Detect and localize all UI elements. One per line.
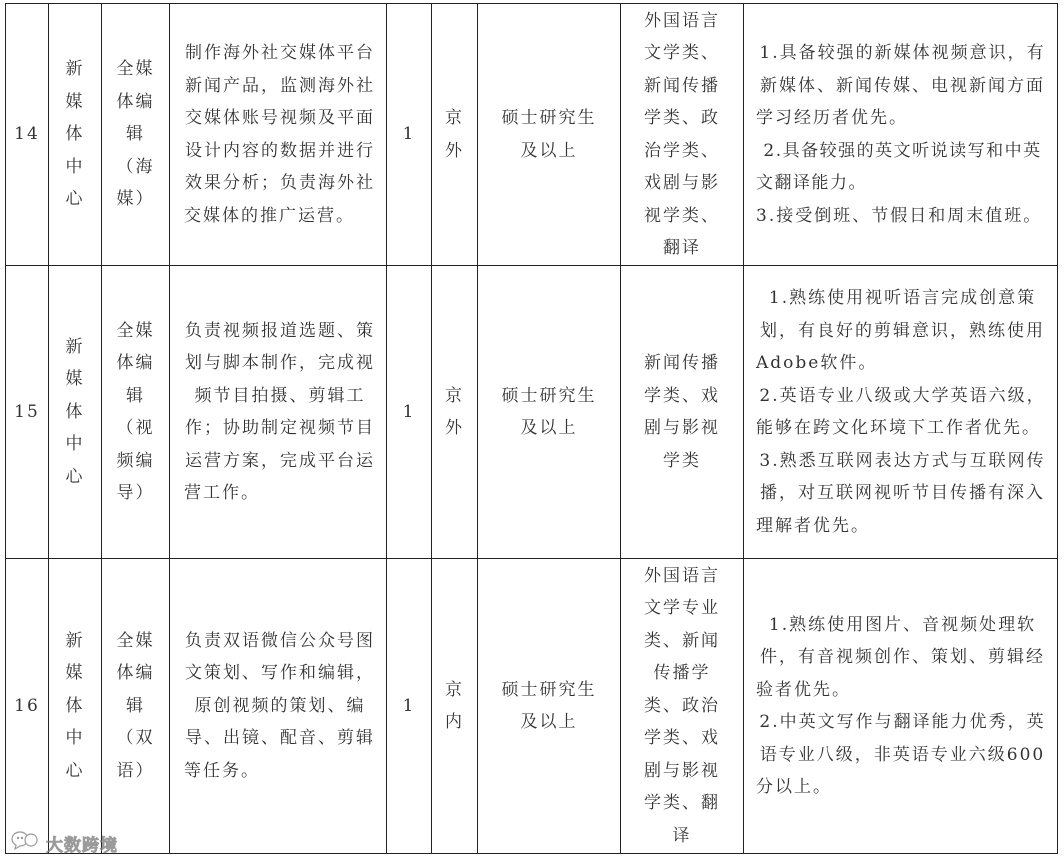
requirements-cell <box>744 266 1058 559</box>
duties-cell <box>170 266 387 559</box>
location-cell <box>432 559 478 854</box>
department-text: 新媒体中心 <box>65 336 85 487</box>
table-row <box>6 559 1058 854</box>
requirements-cell <box>744 559 1058 854</box>
location-cell <box>432 4 478 266</box>
major-cell <box>621 559 744 854</box>
department-text: 新媒体中心 <box>65 630 85 781</box>
education-text: 硕士研究生及以上 <box>501 385 597 438</box>
duties-cell <box>170 559 387 854</box>
department-cell <box>49 4 102 266</box>
education-cell <box>478 559 621 854</box>
department-cell <box>49 266 102 559</box>
watermark-text: 大数跨境 <box>46 835 118 856</box>
location-text: 京外 <box>445 108 464 161</box>
duties-text: 负责视频报道选题、策划与脚本制作，完成视频节目拍摄、剪辑工作；协助制定视频节目运营方案，完成平台运营工作。 <box>184 320 375 503</box>
duties-cell <box>170 4 387 266</box>
position-text: 全媒体编辑（视频编导） <box>116 320 155 503</box>
requirement-item: 1.熟练使用视听语言完成创意策划，有良好的剪辑意识，熟练使用Adobe软件。 <box>756 288 1045 373</box>
headcount-cell: 1 <box>387 4 432 266</box>
position-text: 全媒体编辑（双语） <box>116 630 155 781</box>
major-text: 外国语言文学类、新闻传播学类、政治学类、戏剧与影视学类、翻译 <box>644 10 720 258</box>
department-cell <box>49 559 102 854</box>
position-cell <box>102 266 170 559</box>
requirement-item: 1.熟练使用图片、音视频处理软件，有音视频创作、策划、剪辑经验者优先。 <box>756 614 1045 700</box>
requirement-item: 3.熟悉互联网表达方式与互联网传播，对互联网视听节目传播有深入理解者优先。 <box>756 450 1046 536</box>
duties-text: 负责双语微信公众号图文策划、写作和编辑，原创视频的策划、编导、出镜、配音、剪辑等任务。 <box>184 630 375 781</box>
education-cell <box>478 4 621 266</box>
requirement-item: 3.接受倒班、节假日和周末值班。 <box>756 205 1043 226</box>
row-number: 14 <box>6 4 49 266</box>
position-text: 全媒体编辑（海媒） <box>116 59 155 210</box>
requirement-item: 2.英语专业八级或大学英语六级，能够在跨文化环境下工作者优先。 <box>756 385 1046 438</box>
requirements-cell <box>744 4 1058 266</box>
duties-text: 制作海外社交媒体平台新闻产品，监测海外社交媒体账号视频及平面设计内容的数据并进行效果分析；负责海外社交媒体的推广运营。 <box>184 43 375 226</box>
headcount-cell: 1 <box>387 559 432 854</box>
requirement-item: 2.具备较强的英文听说读写和中英文翻译能力。 <box>756 140 1042 193</box>
education-text: 硕士研究生及以上 <box>501 679 597 732</box>
location-cell <box>432 266 478 559</box>
education-text: 硕士研究生及以上 <box>501 108 597 161</box>
table-row <box>6 4 1058 266</box>
major-cell <box>621 266 744 559</box>
position-cell <box>102 559 170 854</box>
location-text: 京内 <box>445 679 464 732</box>
education-cell <box>478 266 621 559</box>
department-text: 新媒体中心 <box>65 59 85 210</box>
watermark <box>8 830 118 856</box>
requirement-item: 2.中英文写作与翻译能力优秀，英语专业八级，非英语专业六级600分以上。 <box>756 712 1046 797</box>
headcount-cell: 1 <box>387 266 432 559</box>
requirement-item: 1.具备较强的新媒体视频意识，有新媒体、新闻传媒、电视新闻方面学习经历者优先。 <box>756 43 1046 128</box>
major-cell <box>621 4 744 266</box>
position-cell <box>102 4 170 266</box>
chat-bubble-logo-icon <box>8 830 42 856</box>
table-row <box>6 266 1058 559</box>
row-number: 15 <box>6 266 49 559</box>
row-number: 16 <box>6 559 49 854</box>
job-table <box>5 3 1058 854</box>
major-text: 新闻传播学类、戏剧与影视学类 <box>644 353 720 471</box>
location-text: 京外 <box>445 385 464 438</box>
major-text: 外国语言文学专业类、新闻传播学类、政治学类、戏剧与影视学类、翻译 <box>644 565 720 846</box>
